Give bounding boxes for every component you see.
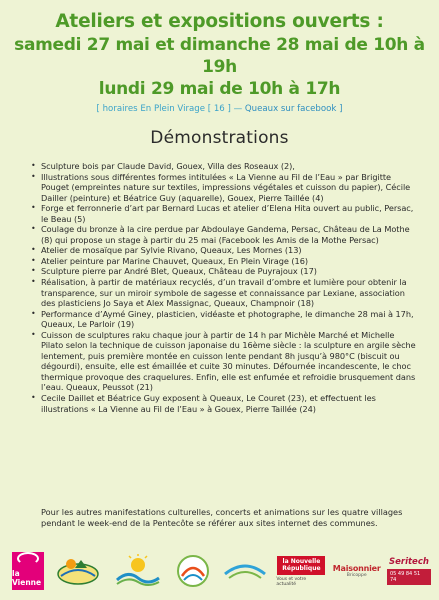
- footer-note: Pour les autres manifestations culturelles, concerts et animations sur les quatre villages pendant le week-end de la Pentecôte se référer aux sites internet des communes.: [41, 507, 403, 528]
- bullet-icon: •: [31, 255, 36, 265]
- bullet-icon: •: [31, 393, 36, 403]
- list-item: • Forge et ferronnerie d’art par Bernard Lucas et atelier d’Elena Hita ouvert au public, Persac, le Beau (5): [31, 203, 414, 224]
- list-item: • Coulage du bronze à la cire perdue par Abdoulaye Gandema, Persac, Château de La Mothe (8) qui propose un stage à partir du 25 mai (Facebook les Amis de la Mothe Persac): [31, 224, 410, 245]
- demonstration-list: [0, 161, 439, 414]
- header-line-1: Ateliers et expositions ouverts :: [55, 11, 384, 32]
- bullet-icon: •: [31, 308, 36, 318]
- bullet-icon: •: [31, 203, 36, 213]
- bullet-icon: •: [31, 277, 36, 287]
- header: [0, 0, 439, 115]
- vienne-logo: la Vienne: [12, 552, 44, 590]
- nouvelle-republique-logo: la Nouvelle République Vous et votre actualité: [276, 553, 326, 589]
- list-item: • Cuisson de sculptures raku chaque jour à partir de 14 h par Michèle Marché et Michelle Pilato selon la technique de cuisson japonaise du 16ème siècle : la sculpture en argile sèche lentement, puis première montée en cuisson lente pendant 8h jusqu’à 980°C (biscuit ou dégourdi), ensuite, elle est émaillée et cuite 30 minutes. Défournée incandescente, le choc thermique provoque des craquelures. Enfin, elle est enfumée et refroidie brusquement dans l’eau. Queaux, Peussot (21): [31, 329, 416, 393]
- facebook-link[interactable]: Queaux sur facebook ]: [244, 104, 343, 114]
- list-item: • Atelier de mosaïque par Sylvie Rivano, Queaux, Les Mornes (13): [31, 245, 302, 256]
- list-item: • Sculpture pierre par André Blet, Queaux, Château de Puyrajoux (17): [31, 266, 317, 277]
- bullet-icon: •: [31, 329, 36, 339]
- maisonnier-logo: Maisonnier Bricoppe: [332, 564, 381, 578]
- section-title: Démonstrations: [150, 128, 289, 148]
- header-line-3: lundi 29 mai de 10h à 17h: [98, 79, 341, 99]
- bullet-icon: •: [31, 171, 36, 181]
- hours-note: [ horaires En Plein Virage [ 16 ] —: [96, 104, 243, 114]
- list-item: • Atelier peinture par Marine Chauvet, Queaux, En Plein Virage (16): [31, 255, 309, 266]
- bullet-icon: •: [31, 266, 36, 276]
- header-line-2: samedi 27 mai et dimanche 28 mai de 10h à 19h: [14, 35, 425, 77]
- header-subline: [0, 103, 439, 115]
- list-item: • Réalisation, à partir de matériaux recyclés, d’un travail d’ombre et lumière pour obtenir la transparence, sur un miroir symbole de sagesse et connaissance par Lexiane, association des plasticiens Jo Saya et Alex Massignac, Queaux, Champnoir (18): [31, 277, 407, 309]
- sponsor-logos: [12, 552, 431, 590]
- list-item: • Sculpture bois par Claude David, Gouex, Villa des Roseaux (2),: [31, 161, 295, 171]
- queaux-logo: [223, 553, 267, 589]
- bullet-icon: •: [31, 161, 36, 170]
- bullet-icon: •: [31, 224, 36, 234]
- plein-virage-logo: [172, 553, 214, 589]
- swirl-icon: [17, 552, 39, 565]
- list-item: • Cecile Daillet et Béatrice Guy exposent à Queaux, Le Couret (23), et effectuent les illustrations « La Vienne au Fil de l’Eau » à Gouex, Pierre Taillée (24): [31, 393, 376, 414]
- persac-logo: [113, 553, 163, 589]
- seritech-logo: Seritech 05 49 84 51 74: [387, 553, 431, 589]
- bullet-icon: •: [31, 245, 36, 255]
- list-item: • Performance d’Aymé Giney, plasticien, vidéaste et photographe, le dimanche 28 mai à 17h, Queaux, Le Parloir (19): [31, 308, 414, 330]
- gouex-logo: [53, 553, 103, 589]
- list-item: • Illustrations sous différentes formes intitulées « La Vienne au Fil de l’Eau » par Brigitte Pouget (empreintes nature sur textiles, impressions végétales et cuisson du papier), Cécile Dailler (peinture) et Béatrice Guy (aquarelle), Gouex, Pierre Taillée (4): [31, 171, 411, 203]
